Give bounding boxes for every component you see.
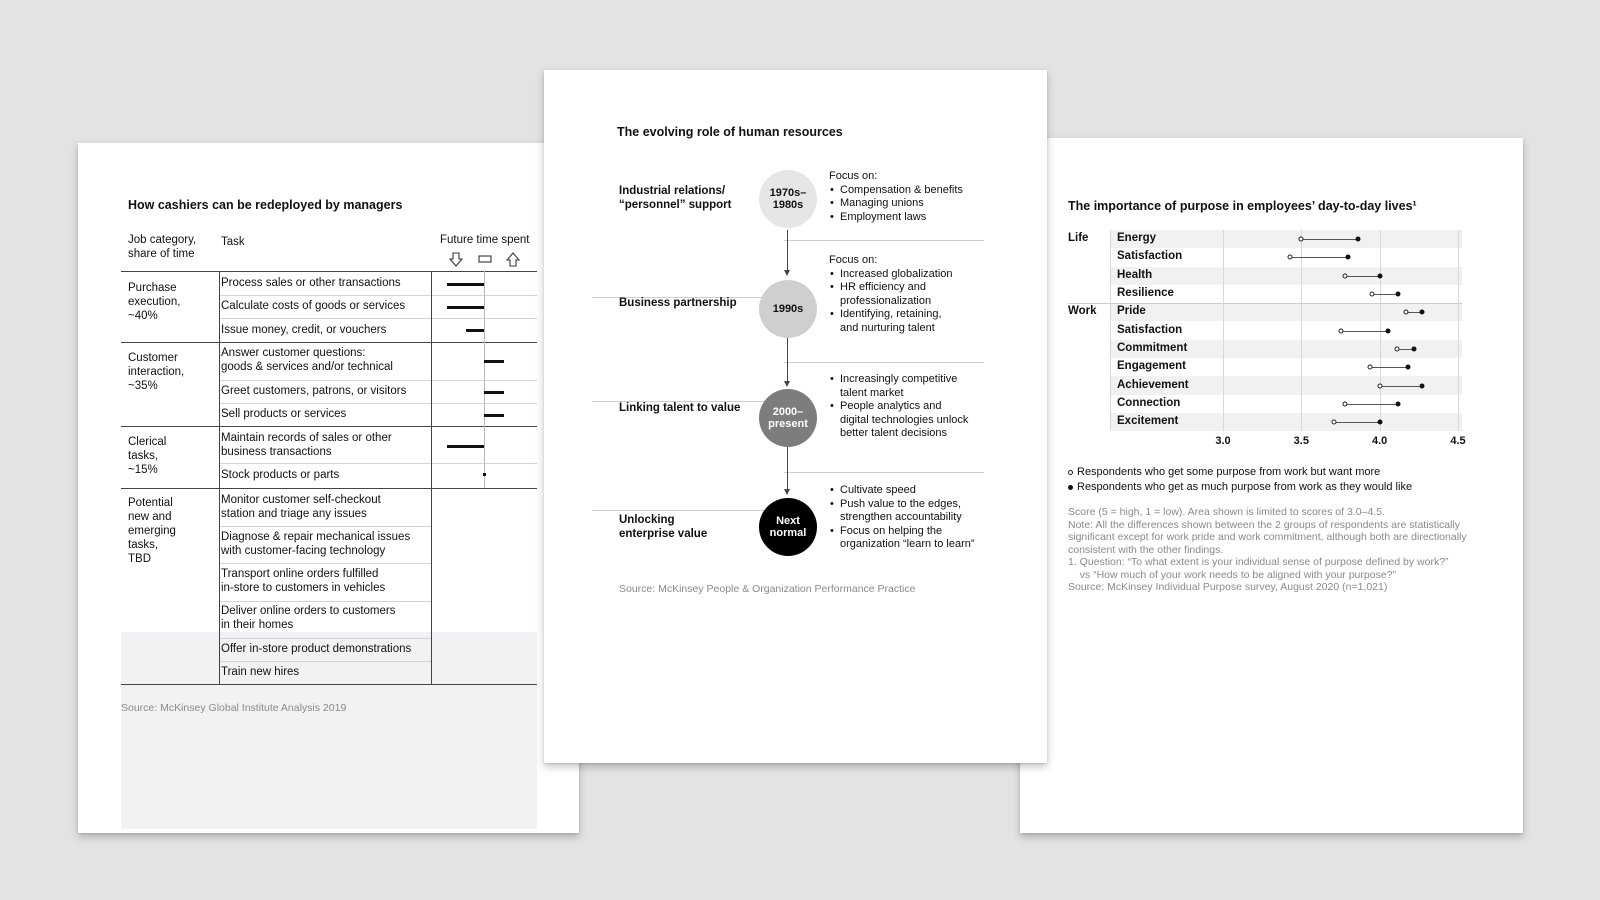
- zero-axis-line: [484, 271, 485, 488]
- group-divider: [1068, 303, 1462, 304]
- x-tick-label: 3.5: [1293, 435, 1309, 448]
- row-divider: [220, 380, 537, 381]
- col-header-task: Task: [221, 236, 245, 248]
- task-label: Sell products or services: [221, 408, 347, 420]
- dumbbell-line: [1301, 239, 1357, 240]
- task-label: Train new hires: [221, 666, 300, 678]
- section-divider: [784, 362, 984, 363]
- task-label: Maintain records of sales or other business transactions: [221, 432, 392, 458]
- arrow-down-icon: [449, 252, 463, 267]
- filled-circle-icon: [1068, 485, 1073, 490]
- future-time-bar: [447, 283, 484, 286]
- point-some-purpose: [1343, 273, 1348, 278]
- task-label: Offer in-store product demonstrations: [221, 643, 412, 655]
- row-label: Satisfaction: [1117, 250, 1183, 263]
- x-tick-label: 4.5: [1450, 435, 1466, 448]
- point-as-much-purpose: [1355, 237, 1360, 242]
- era-label: Unlocking enterprise value: [619, 514, 708, 540]
- point-some-purpose: [1338, 328, 1343, 333]
- point-as-much-purpose: [1396, 292, 1401, 297]
- dumbbell-line: [1345, 404, 1398, 405]
- row-label: Satisfaction: [1117, 323, 1183, 336]
- focus-point: • Cultivate speed: [829, 484, 975, 498]
- row-label: Resilience: [1117, 287, 1174, 300]
- row-label: Achievement: [1117, 378, 1189, 391]
- page-title: The evolving role of human resources: [617, 125, 843, 139]
- point-as-much-purpose: [1385, 328, 1390, 333]
- point-some-purpose: [1288, 255, 1293, 260]
- task-label: Diagnose & repair mechanical issues with customer-facing technology: [221, 531, 411, 557]
- group-divider: [121, 426, 537, 427]
- focus-point: • HR efficiency and professionalization: [829, 281, 953, 308]
- future-time-bar: [447, 445, 484, 448]
- row-divider: [220, 295, 537, 296]
- future-time-bar: [466, 329, 484, 332]
- timeline-connector: [787, 447, 788, 492]
- task-label: Process sales or other transactions: [221, 277, 401, 289]
- gridline: [1301, 230, 1302, 431]
- point-as-much-purpose: [1396, 401, 1401, 406]
- row-label: Commitment: [1117, 341, 1188, 354]
- equal-icon: [478, 255, 492, 263]
- group-label-life: Life: [1068, 232, 1089, 244]
- row-label: Health: [1117, 268, 1153, 281]
- open-circle-icon: [1068, 470, 1073, 475]
- task-label: Deliver online orders to customers in their homes: [221, 605, 396, 631]
- row-divider: [220, 563, 431, 564]
- legend-label: Respondents who get some purpose from work but want more: [1077, 466, 1381, 478]
- dumbbell-line: [1290, 257, 1348, 258]
- point-some-purpose: [1332, 420, 1337, 425]
- focus-heading: Focus on:: [829, 254, 878, 266]
- era-focus: [829, 484, 975, 552]
- col-header-category: Job category, share of time: [128, 234, 197, 260]
- source-note: Source: McKinsey People & Organization Performance Practice: [619, 583, 916, 595]
- future-time-bar: [447, 306, 484, 309]
- era-circle-2000-present: 2000– present: [759, 389, 817, 447]
- dumbbell-line: [1341, 331, 1388, 332]
- timeline-connector: [787, 338, 788, 384]
- dumbbell-line: [1370, 367, 1408, 368]
- task-label: Transport online orders fulfilled in-store to customers in vehicles: [221, 568, 386, 594]
- group-divider: [121, 488, 537, 489]
- row-divider: [220, 661, 431, 662]
- purpose-dot-plot: [1020, 138, 1523, 458]
- arrow-up-icon: [506, 252, 520, 267]
- future-time-bar: [484, 391, 504, 394]
- point-some-purpose: [1394, 346, 1399, 351]
- chart-notes: [1068, 506, 1468, 594]
- future-time-bar: [484, 360, 504, 363]
- category-purchase-execution: Purchase execution, ~40%: [128, 282, 181, 322]
- note-line: vs “How much of your work needs to be aligned with your purpose?”: [1068, 568, 1396, 581]
- point-some-purpose: [1404, 310, 1409, 315]
- point-as-much-purpose: [1405, 365, 1410, 370]
- x-tick-label: 4.0: [1372, 435, 1388, 448]
- row-divider: [220, 463, 537, 464]
- note-line: Score (5 = high, 1 = low). Area shown is limited to scores of 3.0–4.5.: [1068, 506, 1385, 518]
- point-as-much-purpose: [1419, 310, 1424, 315]
- dumbbell-line: [1380, 386, 1422, 387]
- row-label: Excitement: [1117, 415, 1179, 428]
- arrow-down-icon: [784, 381, 790, 387]
- page-title: The importance of purpose in employees’ day-to-day lives¹: [1068, 199, 1417, 213]
- focus-point: • Push value to the edges, strengthen accountability: [829, 498, 975, 525]
- point-some-purpose: [1377, 383, 1382, 388]
- focus-point: • Increased globalization: [829, 268, 953, 282]
- future-time-bar: [484, 414, 504, 417]
- focus-point: • Focus on helping the organization “learn to learn”: [829, 525, 975, 552]
- point-some-purpose: [1343, 401, 1348, 406]
- section-divider: [784, 472, 984, 473]
- legend-label: Respondents who get as much purpose from work as they would like: [1077, 481, 1413, 493]
- page-purpose-importance: [1020, 138, 1523, 833]
- category-clerical-tasks: Clerical tasks, ~15%: [128, 436, 167, 476]
- focus-point: • Employment laws: [829, 211, 963, 225]
- plot-left-border: [1110, 230, 1111, 431]
- dumbbell-line: [1345, 276, 1379, 277]
- era-focus: [829, 170, 963, 224]
- note-line: 1. Question: “To what extent is your individual sense of purpose defined by work?”: [1068, 556, 1449, 568]
- focus-point: • People analytics and digital technologies unlock better talent decisions: [829, 400, 968, 441]
- legend-item-some-purpose: [1068, 466, 1380, 478]
- era-circle-1990s: 1990s: [759, 280, 817, 338]
- point-some-purpose: [1299, 237, 1304, 242]
- task-label: Issue money, credit, or vouchers: [221, 324, 387, 336]
- task-label: Stock products or parts: [221, 469, 340, 481]
- era-focus: [829, 373, 968, 441]
- legend-item-as-much-purpose: [1068, 481, 1412, 493]
- point-as-much-purpose: [1346, 255, 1351, 260]
- x-tick-label: 3.0: [1215, 435, 1231, 448]
- focus-point: • Identifying, retaining, and nurturing talent: [829, 308, 953, 335]
- source-note: Source: McKinsey Global Institute Analysis 2019: [121, 702, 347, 714]
- task-label: Calculate costs of goods or services: [221, 300, 406, 312]
- row-label: Pride: [1117, 305, 1146, 318]
- note-line: Note: All the differences shown between the 2 groups of respondents are statistically significant except for work pride and work commitment, although both are directionally consistent with the other findings.: [1068, 518, 1467, 556]
- table-header-rule: [121, 271, 537, 272]
- dumbbell-line: [1334, 422, 1379, 423]
- row-band: [1110, 230, 1462, 248]
- dumbbell-line: [1372, 294, 1399, 295]
- era-label: Linking talent to value: [619, 402, 741, 414]
- task-label: Monitor customer self-checkout station and triage any issues: [221, 494, 381, 520]
- table-bottom-rule: [121, 684, 537, 685]
- gridline: [1458, 230, 1459, 431]
- row-label: Energy: [1117, 232, 1156, 245]
- future-time-neutral-mark: [483, 473, 486, 476]
- focus-point: • Compensation & benefits: [829, 184, 963, 198]
- point-some-purpose: [1368, 365, 1373, 370]
- arrow-down-icon: [784, 270, 790, 276]
- group-divider: [121, 342, 537, 343]
- row-label: Engagement: [1117, 360, 1187, 373]
- page-cashiers-redeployment: [78, 143, 579, 833]
- timeline-connector: [787, 230, 788, 273]
- note-line: Source: McKinsey Individual Purpose survey, August 2020 (n=1,021): [1068, 581, 1388, 593]
- era-focus: [829, 254, 953, 336]
- focus-point: • Managing unions: [829, 197, 963, 211]
- row-divider: [220, 601, 431, 602]
- gridline: [1223, 230, 1224, 431]
- category-emerging-tasks: Potential new and emerging tasks, TBD: [128, 497, 176, 565]
- point-some-purpose: [1369, 292, 1374, 297]
- section-divider: [784, 240, 984, 241]
- category-customer-interaction: Customer interaction, ~35%: [128, 352, 185, 392]
- row-divider: [220, 526, 431, 527]
- task-label: Answer customer questions: goods & services and/or technical: [221, 347, 393, 373]
- section-divider: [592, 510, 782, 511]
- point-as-much-purpose: [1419, 383, 1424, 388]
- row-divider: [220, 638, 431, 639]
- point-as-much-purpose: [1377, 273, 1382, 278]
- era-circle-next-normal: Next normal: [759, 498, 817, 556]
- row-divider: [220, 403, 537, 404]
- focus-heading: Focus on:: [829, 170, 878, 182]
- era-label: Industrial relations/ “personnel” support: [619, 185, 732, 211]
- era-label: Business partnership: [619, 297, 737, 309]
- page-title: How cashiers can be redeployed by managers: [128, 198, 403, 212]
- group-label-work: Work: [1068, 305, 1097, 318]
- arrow-down-icon: [784, 489, 790, 495]
- column-rule: [219, 271, 220, 684]
- focus-point: • Increasingly competitive talent market: [829, 373, 968, 400]
- task-label: Greet customers, patrons, or visitors: [221, 385, 407, 397]
- point-as-much-purpose: [1377, 420, 1382, 425]
- point-as-much-purpose: [1412, 346, 1417, 351]
- row-band: [1110, 267, 1462, 285]
- column-rule: [431, 271, 432, 684]
- page-hr-evolution: [544, 70, 1047, 763]
- col-header-future-time: Future time spent: [440, 234, 530, 246]
- row-divider: [220, 318, 537, 319]
- era-circle-1970s: 1970s– 1980s: [759, 170, 817, 228]
- row-label: Connection: [1117, 396, 1181, 409]
